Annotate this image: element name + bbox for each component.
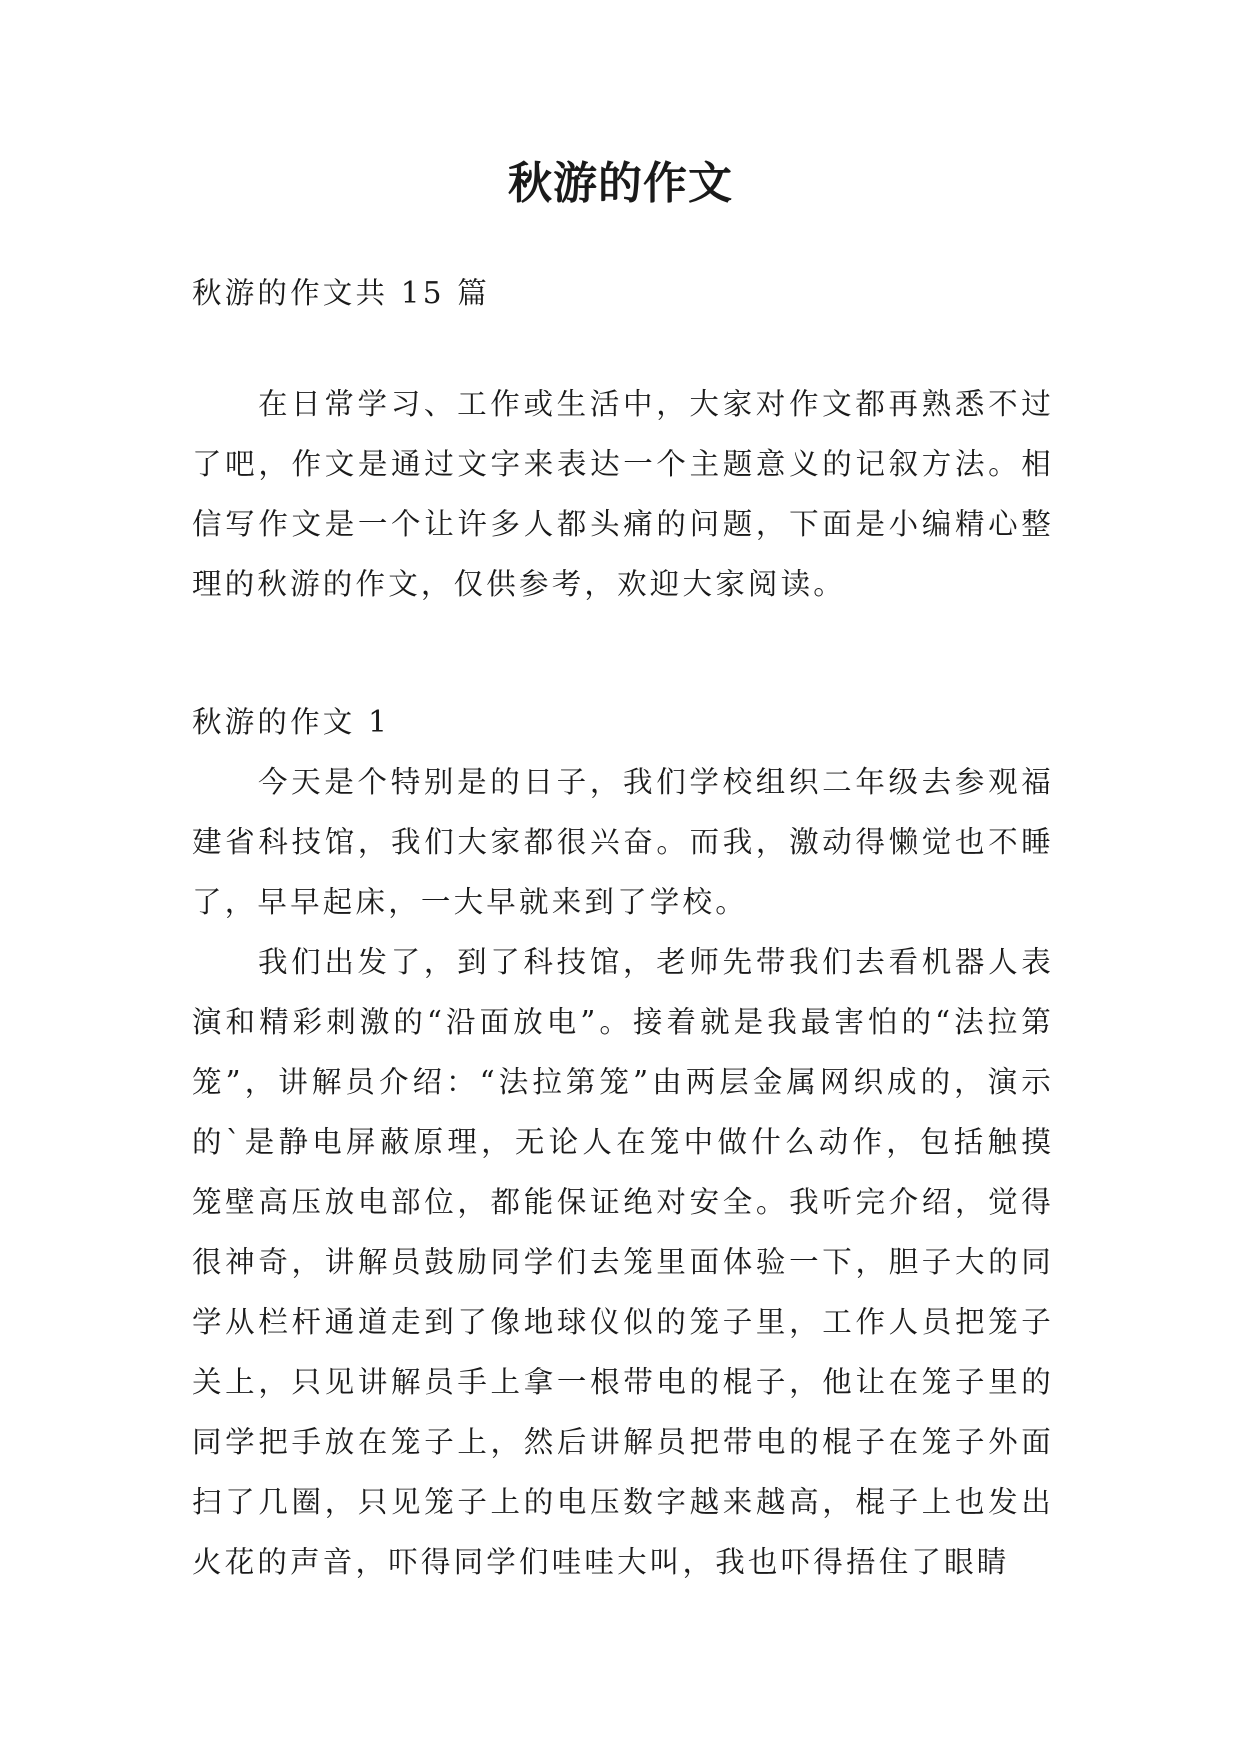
intro-paragraph: 在日常学习、工作或生活中，大家对作文都再熟悉不过了吧，作文是通过文字来表达一个主题意义的记叙方法。相信写作文是一个让许多人都头痛的问题，下面是小编精心整理的秋游的作文，仅供参考，欢迎大家阅读。 bbox=[192, 387, 1054, 601]
section-title: 秋游的作文 1 bbox=[192, 705, 391, 739]
document-title: 秋游的作文 bbox=[508, 158, 733, 209]
body-paragraph: 我们出发了，到了科技馆，老师先带我们去看机器人表演和精彩刺激的“沿面放电”。接着就是我最害怕的“法拉第笼”，讲解员介绍：“法拉第笼”由两层金属网织成的，演示的`是静电屏蔽原理，无论人在笼中做什么动作，包括触摸笼壁高压放电部位，都能保证绝对安全。我听完介绍，觉得很神奇，讲解员鼓励同学们去笼里面体验一下，胆子大的同学从栏杆通道走到了像地球仪似的笼子里，工作人员把笼子关上，只见讲解员手上拿一根带电的棍子，他让在笼子里的同学把手放在笼子上，然后讲解员把带电的棍子在笼子外面扫了几圈，只见笼子上的电压数字越来越高，棍子上也发出火花的声音，吓得同学们哇哇大叫，我也吓得捂住了眼睛 bbox=[192, 945, 1054, 1579]
document-subtitle: 秋游的作文共 15 篇 bbox=[192, 276, 490, 310]
body-paragraph: 今天是个特别是的日子，我们学校组织二年级去参观福建省科技馆，我们大家都很兴奋。而我，激动得懒觉也不睡了，早早起床，一大早就来到了学校。 bbox=[192, 765, 1054, 919]
section-body bbox=[192, 752, 1054, 1592]
